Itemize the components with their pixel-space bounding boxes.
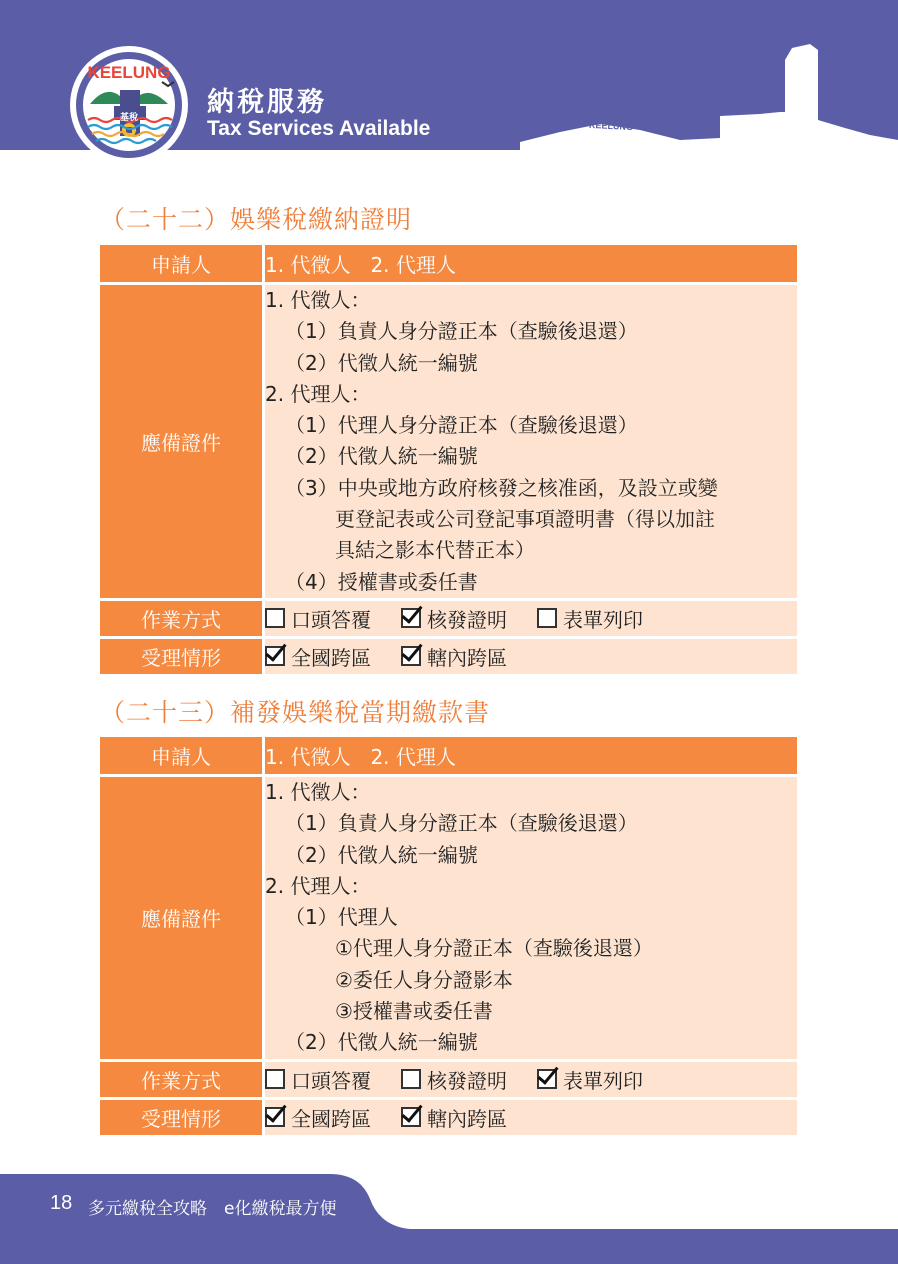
skyline-city-text: KEELUNG — [588, 119, 634, 133]
doc-line: ②委任人身分證影本 — [335, 967, 513, 992]
table-row-method — [100, 601, 797, 639]
footer-band — [0, 1174, 898, 1264]
doc-line: （2）代徵人統一編號 — [285, 1030, 478, 1055]
table-row-method — [100, 1062, 797, 1100]
method-option-certificate[interactable] — [401, 1065, 507, 1094]
doc-line: 2. 代理人： — [265, 381, 371, 406]
section-title-23: （二十三）補發娛樂稅當期繳款書 — [100, 698, 491, 727]
doc-line: （1）負責人身分證正本（查驗後退還） — [285, 811, 638, 836]
doc-line: （1）代理人 — [285, 905, 398, 930]
checkbox-checked-icon[interactable] — [265, 1107, 285, 1127]
option-label: 轄內跨區 — [427, 1106, 507, 1131]
table-row-applicant — [100, 737, 797, 777]
method-option-print[interactable] — [537, 1065, 643, 1094]
doc-line: （2）代徵人統一編號 — [285, 842, 478, 867]
header-title: 納稅服務 — [207, 87, 327, 118]
option-label: 核發證明 — [427, 607, 507, 632]
option-label: 核發證明 — [427, 1068, 507, 1093]
doc-line: ③授權書或委任書 — [335, 999, 493, 1024]
method-options — [265, 601, 797, 639]
footer-slogan: 多元繳稅全攻略 e化繳稅最方便 — [88, 1199, 337, 1219]
checkbox-checked-icon[interactable] — [401, 646, 421, 666]
accept-options — [265, 1100, 797, 1138]
label-applicant: 申請人 — [100, 737, 265, 777]
label-docs: 應備證件 — [100, 777, 265, 1062]
doc-line: （4）授權書或委任書 — [285, 569, 478, 594]
label-method: 作業方式 — [100, 601, 265, 639]
checkbox-checked-icon[interactable] — [537, 1069, 557, 1089]
docs-list — [265, 285, 797, 601]
checkbox-checked-icon[interactable] — [401, 608, 421, 628]
doc-line: （1）負責人身分證正本（查驗後退還） — [285, 319, 638, 344]
section-title-22: （二十二）娛樂稅繳納證明 — [100, 205, 413, 234]
method-option-oral[interactable] — [265, 1065, 371, 1094]
checkbox-icon[interactable] — [537, 608, 557, 628]
option-label: 全國跨區 — [291, 645, 371, 670]
method-option-print[interactable] — [537, 604, 643, 633]
option-label: 表單列印 — [563, 607, 643, 632]
header-subtitle: Tax Services Available — [207, 117, 431, 140]
accept-option-national[interactable] — [265, 1103, 371, 1132]
label-applicant: 申請人 — [100, 245, 265, 285]
table-23 — [100, 737, 797, 1138]
doc-line: 2. 代理人： — [265, 873, 371, 898]
docs-list — [265, 777, 797, 1062]
table-row-docs — [100, 285, 797, 601]
table-row-accept — [100, 1100, 797, 1138]
label-accept: 受理情形 — [100, 1100, 265, 1138]
accept-options — [265, 639, 797, 677]
option-label: 表單列印 — [563, 1068, 643, 1093]
doc-line: （3）中央或地方政府核發之核准函，及設立或變 — [285, 475, 718, 500]
option-label: 口頭答覆 — [291, 1068, 371, 1093]
method-option-certificate[interactable] — [401, 604, 507, 633]
table-row-applicant — [100, 245, 797, 285]
logo-text: KEELUNG — [87, 63, 171, 82]
table-row-docs — [100, 777, 797, 1062]
option-label: 轄內跨區 — [427, 645, 507, 670]
checkbox-checked-icon[interactable] — [401, 1107, 421, 1127]
label-method: 作業方式 — [100, 1062, 265, 1100]
checkbox-icon[interactable] — [401, 1069, 421, 1089]
doc-line: 具結之影本代替正本） — [335, 538, 535, 563]
doc-line: ①代理人身分證正本（查驗後退還） — [335, 936, 653, 961]
doc-line: （1）代理人身分證正本（查驗後退還） — [285, 413, 638, 438]
table-22 — [100, 245, 797, 677]
doc-line: （2）代徵人統一編號 — [285, 350, 478, 375]
value-applicant: 1. 代徵人 2. 代理人 — [265, 245, 797, 285]
method-option-oral[interactable] — [265, 604, 371, 633]
table-row-accept — [100, 639, 797, 677]
accept-option-local[interactable] — [401, 1103, 507, 1132]
doc-line: （2）代徵人統一編號 — [285, 444, 478, 469]
accept-option-national[interactable] — [265, 642, 371, 671]
checkbox-icon[interactable] — [265, 1069, 285, 1089]
value-applicant: 1. 代徵人 2. 代理人 — [265, 737, 797, 777]
option-label: 口頭答覆 — [291, 607, 371, 632]
keelung-logo — [68, 44, 190, 166]
logo-seal-text: 基稅 — [119, 113, 139, 123]
accept-option-local[interactable] — [401, 642, 507, 671]
option-label: 全國跨區 — [291, 1106, 371, 1131]
method-options — [265, 1062, 797, 1100]
doc-line: 1. 代徵人： — [265, 780, 371, 804]
page-number: 18 — [50, 1192, 73, 1214]
checkbox-checked-icon[interactable] — [265, 646, 285, 666]
label-accept: 受理情形 — [100, 639, 265, 677]
doc-line: 更登記表或公司登記事項證明書（得以加註 — [335, 507, 715, 532]
checkbox-icon[interactable] — [265, 608, 285, 628]
label-docs: 應備證件 — [100, 285, 265, 601]
doc-line: 1. 代徵人： — [265, 288, 371, 312]
